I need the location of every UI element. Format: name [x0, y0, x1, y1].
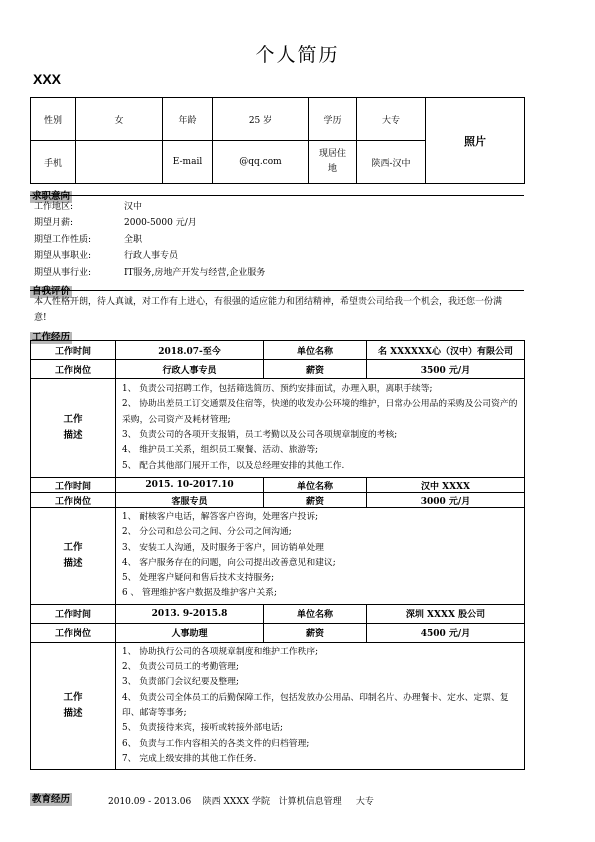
job-position: 行政人事专员 — [116, 360, 264, 379]
gender-value: 女 — [76, 98, 163, 141]
salary-label: 薪资 — [264, 360, 367, 379]
intent-row — [34, 248, 514, 264]
education-entry: 2010.09 - 2013.06 陕西 XXXX 学院 计算机信息管理 大专 — [108, 797, 374, 807]
intent-key: 工作地区: — [34, 202, 74, 212]
job-company: 汉中 XXXX — [367, 478, 525, 493]
intent-value: 全职 — [124, 234, 143, 245]
job-salary: 3000 元/月 — [367, 493, 525, 508]
phone-value — [76, 141, 163, 184]
intent-heading: 求职意向 — [32, 191, 71, 202]
evaluation-heading: 自我评价 — [32, 286, 71, 297]
position-label: 工作岗位 — [31, 623, 116, 642]
job-company: 深圳 XXXX 股公司 — [367, 604, 525, 623]
work-history-table — [30, 340, 525, 770]
company-label: 单位名称 — [264, 604, 367, 623]
desc-item: 3、 负责部门会议纪要及整理; — [122, 677, 239, 688]
intent-key: 期望月薪: — [34, 218, 74, 229]
desc-item: 4、 客户服务存在的问题，向公司提出改善意见和建议; — [122, 557, 336, 568]
salary-label: 薪资 — [264, 493, 367, 508]
description-label-text: 工作描述 — [63, 541, 83, 569]
section-divider — [30, 195, 524, 196]
description-label — [31, 642, 116, 769]
phone-label: 手机 — [31, 141, 76, 184]
job-position: 客服专员 — [116, 493, 264, 508]
desc-item: 7、 完成上级安排的其他工作任务. — [122, 753, 257, 764]
education-section — [30, 793, 524, 807]
desc-item: 3、 负责公司的各项开支报销，员工考勤以及公司各项规章制度的考核; — [122, 430, 398, 440]
company-label: 单位名称 — [264, 478, 367, 493]
intent-key: 期望工作性质: — [34, 234, 92, 245]
photo-placeholder: 照片 — [426, 98, 525, 184]
desc-item: 2、 协助出差员工订交通票及住宿等，快递的收发办公环境的维护，日常办公用品的采购及公司资产的采购，公司资产及耗材管理; — [122, 399, 518, 425]
residence-label: 现居住地 — [309, 141, 357, 184]
time-label: 工作时间 — [31, 604, 116, 623]
age-label: 年龄 — [163, 98, 213, 141]
position-label: 工作岗位 — [31, 360, 116, 379]
desc-item: 1、 耐核客户电话，解答客户咨询，处理客户投诉; — [122, 512, 319, 522]
description-label-text: 工作描述 — [63, 414, 83, 441]
page-title: 个人简历 — [255, 44, 340, 66]
intent-value: IT服务,房地产开发与经营,企业服务 — [124, 267, 266, 278]
job-time: 2015. 10-2017.10 — [116, 478, 264, 493]
job-position: 人事助理 — [116, 623, 264, 642]
intent-value: 行政人事专员 — [124, 251, 179, 262]
gender-label: 性别 — [31, 98, 76, 141]
email-label: E-mail — [163, 141, 213, 184]
intent-section-header — [30, 184, 524, 202]
basic-info-table — [30, 97, 525, 184]
email-value: @qq.com — [213, 141, 309, 184]
intent-row — [34, 232, 514, 248]
desc-item: 2、 分公司和总公司之间、分公司之间沟通; — [122, 527, 292, 538]
job-time: 2018.07-至今 — [116, 341, 264, 360]
job-description — [116, 508, 525, 605]
job-description — [116, 379, 525, 478]
education-value: 大专 — [357, 98, 426, 141]
position-label: 工作岗位 — [31, 493, 116, 508]
job-salary: 4500 元/月 — [367, 623, 525, 642]
intent-value: 2000-5000 元/月 — [124, 218, 197, 229]
section-divider — [30, 290, 524, 291]
work-heading: 工作经历 — [32, 332, 71, 343]
intent-value: 汉中 — [124, 202, 143, 212]
time-label: 工作时间 — [31, 341, 116, 360]
desc-item: 5、 负责接待来宾，接听或转接外部电话; — [122, 723, 283, 734]
desc-item: 1、 负责公司招聘工作，包括筛选简历、预约安排面试，办理入职，离职手续等; — [122, 384, 433, 395]
desc-item: 5、 配合其他部门展开工作，以及总经理安排的其他工作. — [122, 460, 345, 471]
job-company: 名 XXXXXX心（汉中）有限公司 — [367, 341, 525, 360]
desc-item: 5、 处理客户疑问和售后技术支持服务; — [122, 573, 275, 584]
education-label: 学历 — [309, 98, 357, 141]
time-label: 工作时间 — [31, 478, 116, 493]
job-time: 2013. 9-2015.8 — [116, 604, 264, 623]
residence-value: 陕西-汉中 — [357, 141, 426, 184]
desc-item: 2、 负责公司员工的考勤管理; — [122, 662, 239, 673]
desc-item: 3、 安装工人沟通，及时服务于客户，回访销单处理 — [122, 542, 324, 553]
age-value: 25 岁 — [213, 98, 309, 141]
intent-row — [34, 215, 514, 231]
work-section-header — [30, 325, 524, 343]
salary-label: 薪资 — [264, 623, 367, 642]
desc-item: 1、 协助执行公司的各项规章制度和维护工作秩序; — [122, 646, 319, 657]
intent-key: 期望从事行业: — [34, 267, 92, 278]
intent-row — [34, 199, 514, 215]
desc-item: 6 、 管理维护客户数据及维护客户关系; — [122, 588, 277, 599]
job-salary: 3500 元/月 — [367, 360, 525, 379]
candidate-name: XXX — [33, 71, 62, 87]
education-heading: 教育经历 — [32, 794, 71, 805]
description-label — [31, 508, 116, 605]
company-label: 单位名称 — [264, 341, 367, 360]
job-description — [116, 642, 525, 769]
description-label — [31, 379, 116, 478]
description-label-text: 工作描述 — [63, 691, 83, 719]
desc-item: 4、 维护员工关系，组织员工聚餐、活动、旅游等; — [122, 445, 319, 456]
desc-item: 4、 负责公司全体员工的后勤保障工作，包括发放办公用品、印制名片、办理餐卡、定水、定票、复印、邮寄等事务; — [122, 692, 509, 718]
evaluation-text: 本人性格开朗，待人真诚，对工作有上进心，有很强的适应能力和团结精神，希望贵公司给我一个机会，我还您一份满意! — [34, 297, 503, 323]
intent-list — [34, 199, 514, 281]
evaluation-section-header — [30, 279, 524, 297]
desc-item: 6、 负责与工作内容相关的各类文件的归档管理; — [122, 738, 310, 749]
intent-key: 期望从事职业: — [34, 251, 92, 262]
